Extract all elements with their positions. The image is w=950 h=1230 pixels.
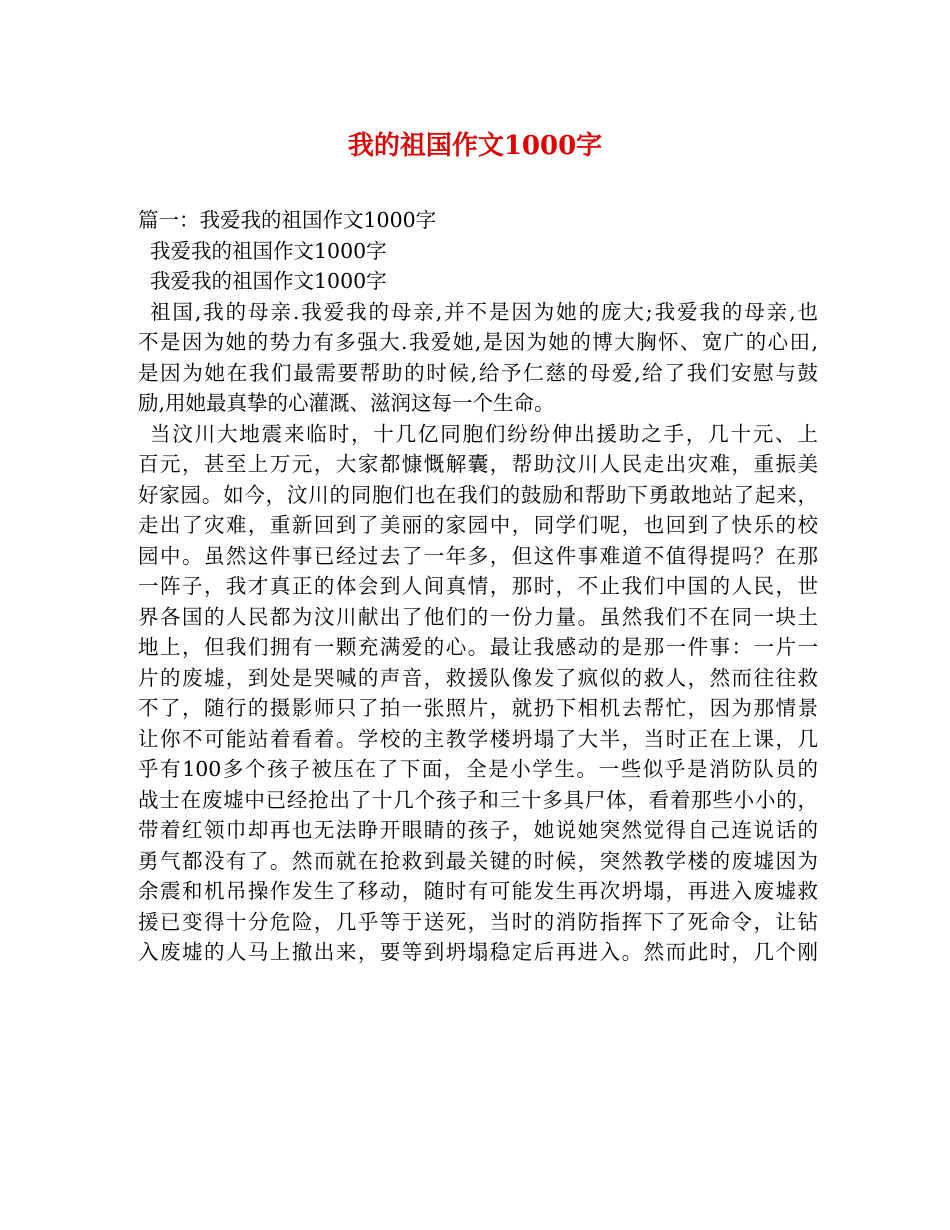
text-line: 园中。虽然这件事已经过去了一年多，但这件事难道不值得提吗？在那 [138,543,818,568]
text-line: 余震和机吊操作发生了移动，随时有可能发生再次坍塌，再进入废墟救 [138,879,818,903]
text-line: 勇气都没有了。然而就在抢救到最关键的时候，突然教学楼的废墟因为 [138,848,818,873]
text-line: 当汶川大地震来临时，十几亿同胞们纷纷伸出援助之手，几十元、上 [150,421,818,446]
text-line: 祖国,我的母亲.我爱我的母亲,并不是因为她的庞大;我爱我的母亲,也 [150,299,818,324]
text-line: 不是因为她的势力有多强大.我爱她,是因为她的博大胸怀、宽广的心田, [138,330,818,354]
text-line: 走出了灾难，重新回到了美丽的家园中，同学们呢，也回到了快乐的校 [138,513,818,537]
text-line: 是因为她在我们最需要帮助的时候,给予仁慈的母爱,给了我们安慰与鼓 [138,360,818,385]
text-line: 入废墟的人马上撤出来，要等到坍塌稳定后再进入。然而此时，几个刚 [138,940,818,964]
text-line: 百元，甚至上万元，大家都慷慨解囊，帮助汶川人民走出灾难，重振美 [138,452,818,476]
text-line: 我爱我的祖国作文1000字 [150,269,387,293]
text-line: 篇一：我爱我的祖国作文1000字 [138,208,437,232]
text-line: 援已变得十分危险，几乎等于送死，当时的消防指挥下了死命令，让钻 [138,909,818,934]
text-line: 我爱我的祖国作文1000字 [150,238,387,263]
text-line: 乎有100多个孩子被压在了下面，全是小学生。一些似乎是消防队员的 [138,757,818,781]
document-title: 我的祖国作文1000字 [347,131,603,161]
text-line: 好家园。如今，汶川的同胞们也在我们的鼓励和帮助下勇敢地站了起来， [138,482,818,507]
text-line: 励,用她最真挚的心灌溉、滋润这每一个生命。 [138,391,555,415]
document-body [138,205,818,968]
text-line: 片的废墟，到处是哭喊的声音，救援队像发了疯似的救人，然而往往救 [138,665,818,690]
text-line: 让你不可能站着看着。学校的主教学楼坍塌了大半，当时正在上课，几 [138,726,818,751]
text-line: 战士在废墟中已经抢出了十几个孩子和三十多具尸体，看着那些小小的， [138,787,818,812]
text-line: 界各国的人民都为汶川献出了他们的一份力量。虽然我们不在同一块土 [138,604,818,629]
text-line: 地上，但我们拥有一颗充满爱的心。最让我感动的是那一件事：一片一 [138,635,818,659]
text-line: 不了，随行的摄影师只了拍一张照片，就扔下相机去帮忙，因为那情景 [138,696,818,720]
text-line: 带着红领巾却再也无法睁开眼睛的孩子，她说她突然觉得自己连说话的 [138,818,818,842]
text-line: 一阵子，我才真正的体会到人间真情，那时，不止我们中国的人民，世 [138,574,818,598]
